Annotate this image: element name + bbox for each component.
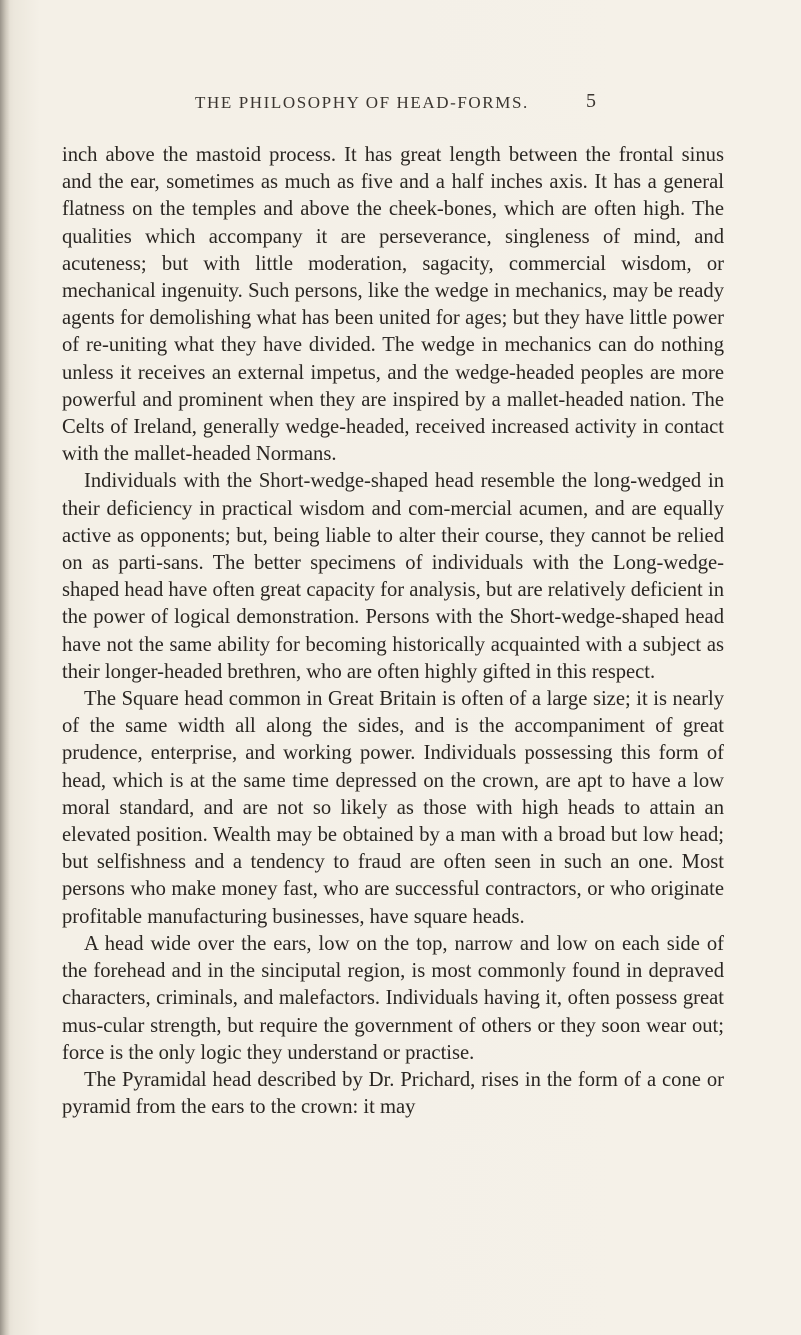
paragraph-continuation: inch above the mastoid process. It has great length between the frontal sinus and the ear, sometimes as much as five and a half inches axis. It has a general flatness on the temples and above the cheek-bones, which are often high. The qualities which accompany it are perseverance, singleness of mind, and acuteness; but with little moderation, sagacity, commercial wisdom, or mechanical ingenuity. Such persons, like the wedge in mechanics, may be ready agents for demolishing what has been united for ages; but they have little power of re-uniting what they have divided. The wedge in mechanics can do nothing unless it receives an external impetus, and the wedge-headed peoples are more powerful and prominent when they are inspired by a mallet-headed nation. The Celts of Ireland, generally wedge-headed, received increased activity in contact with the mallet-headed Normans. xyxy=(62,144,724,466)
running-title: THE PHILOSOPHY OF HEAD-FORMS. xyxy=(195,93,529,112)
paragraph-pyramidal-head: The Pyramidal head described by Dr. Prichard, rises in the form of a cone or pyramid from the ears to the crown: it may xyxy=(62,1068,724,1119)
paragraph-wide-head: A head wide over the ears, low on the top, narrow and low on each side of the forehead and in the sinciputal region, is most commonly found in depraved characters, criminals, and malefactors. Individuals having it, often possess great mus-cular strength, but require the government of others or they soon wear out; force is the only logic they understand or practise. xyxy=(62,932,724,1064)
page-binding-edge xyxy=(0,0,10,1335)
body-text xyxy=(62,142,724,1121)
page-number: 5 xyxy=(586,90,596,112)
paragraph-short-wedge: Individuals with the Short-wedge-shaped head resemble the long-wedged in their deficiency in practical wisdom and com-mercial acumen, and are equally active as opponents; but, being liable to alter their course, they cannot be relied on as parti-sans. The better specimens of individuals with the Long-wedge-shaped head have often great capacity for analysis, but are relatively deficient in the power of logical demonstration. Persons with the Short-wedge-shaped head have not the same ability for becoming historically acquainted with a subject as their longer-headed brethren, who are often highly gifted in this respect. xyxy=(62,470,724,683)
paragraph-square-head: The Square head common in Great Britain is often of a large size; it is nearly of the same width all along the sides, and is the accompaniment of great prudence, enterprise, and working power. Individuals possessing this form of head, which is at the same time depressed on the crown, are apt to have a low moral standard, and are not so likely as those with high heads to attain an elevated position. Wealth may be obtained by a man with a broad but low head; but selfishness and a tendency to fraud are often seen in such an one. Most persons who make money fast, who are successful contractors, or who originate profitable manufacturing businesses, have square heads. xyxy=(62,688,724,928)
